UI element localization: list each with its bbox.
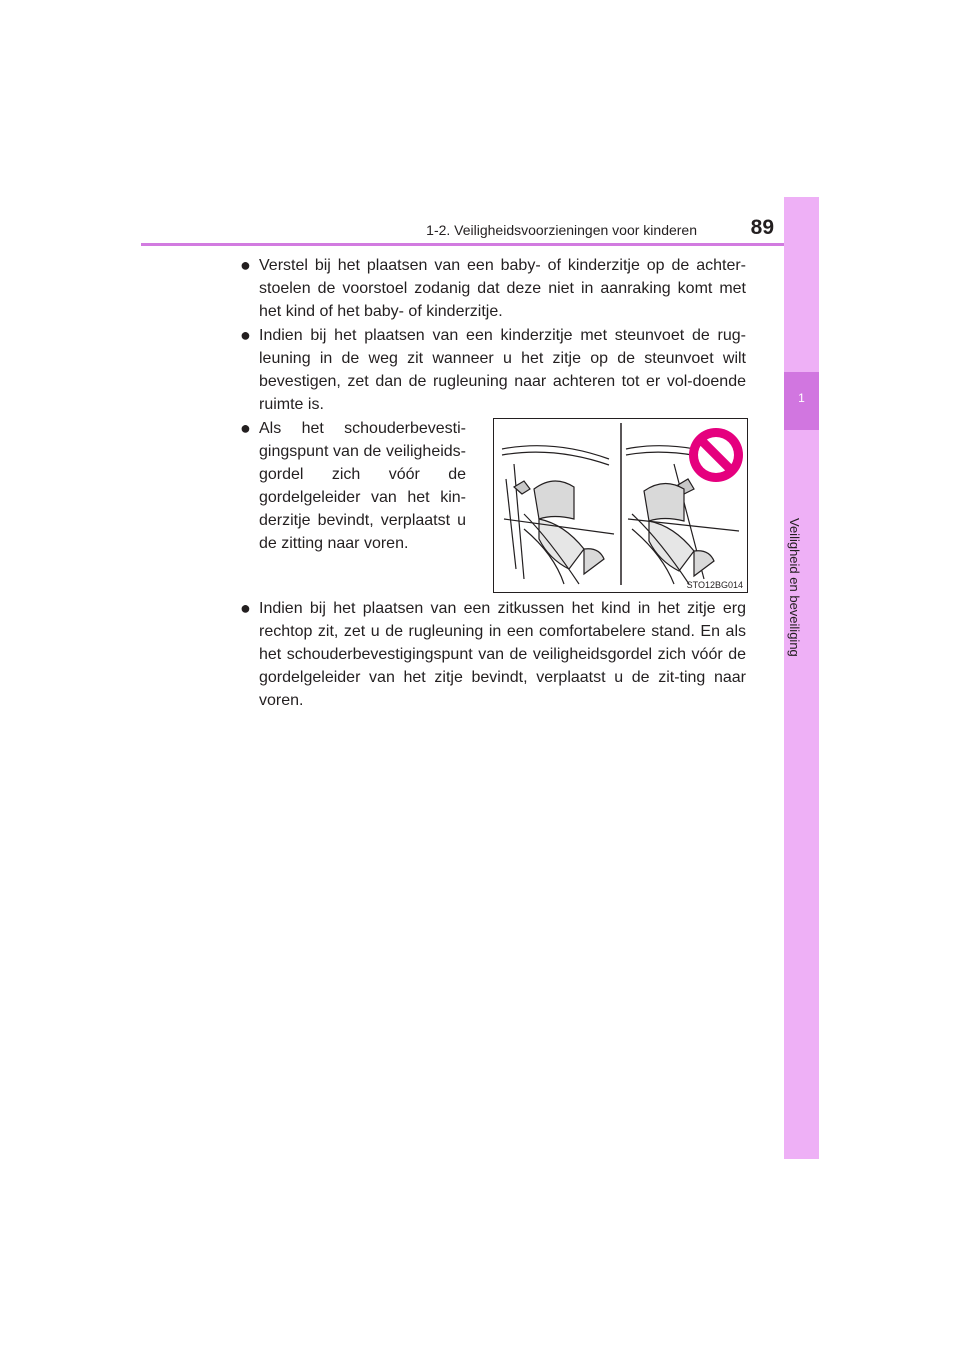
- list-item: [240, 254, 746, 323]
- bullet-text: Als het schouderbevesti-gingspunt van de veiligheids-gordel zich vóór de gordelgeleider van het kin-derzitje bevindt, verplaatst u de zitting naar voren.: [259, 420, 466, 552]
- bullet-text: Indien bij het plaatsen van een zitkussen het kind in het zitje erg rechtop zit, zet u de rugleuning in een comfortabelere stand. En als het schouderbevestigingspunt van de veiligheidsgordel zich vóór de gordelgeleider van het zitje bevindt, verplaatst u de zit-ting naar voren.: [259, 600, 746, 709]
- bullet-icon: ●: [240, 418, 251, 438]
- bullet-icon: ●: [240, 255, 251, 275]
- child-seat-correct-icon: [502, 446, 614, 584]
- chapter-number: 1: [798, 391, 805, 405]
- page-number: 89: [750, 216, 774, 239]
- chapter-side-tab: [784, 197, 819, 1159]
- bullet-icon: ●: [240, 598, 251, 618]
- seat-illustration: [493, 418, 748, 593]
- chapter-title: Veiligheid en beveiliging: [787, 518, 802, 657]
- figure-code: STO12BG014: [686, 580, 743, 590]
- list-item: [240, 324, 746, 416]
- list-item: [240, 417, 466, 555]
- bullet-text: Verstel bij het plaatsen van een baby- of kinderzitje op de achter-stoelen de voorstoel zodanig dat deze niet in aanraking komt met het kind of het baby- of kinderzitje.: [259, 257, 746, 320]
- bullet-icon: ●: [240, 325, 251, 345]
- list-item: [240, 597, 746, 712]
- header-rule: [141, 243, 819, 246]
- bullet-text: Indien bij het plaatsen van een kinderzitje met steunvoet de rug-leuning in de weg zit wanneer u het zitje op de steunvoet wilt bevestigen, zet dan de rugleuning naar achteren tot er vol-doende ruimte is.: [259, 327, 746, 413]
- prohibition-icon: [689, 428, 743, 482]
- section-title: 1-2. Veiligheidsvoorzieningen voor kinderen: [426, 222, 697, 238]
